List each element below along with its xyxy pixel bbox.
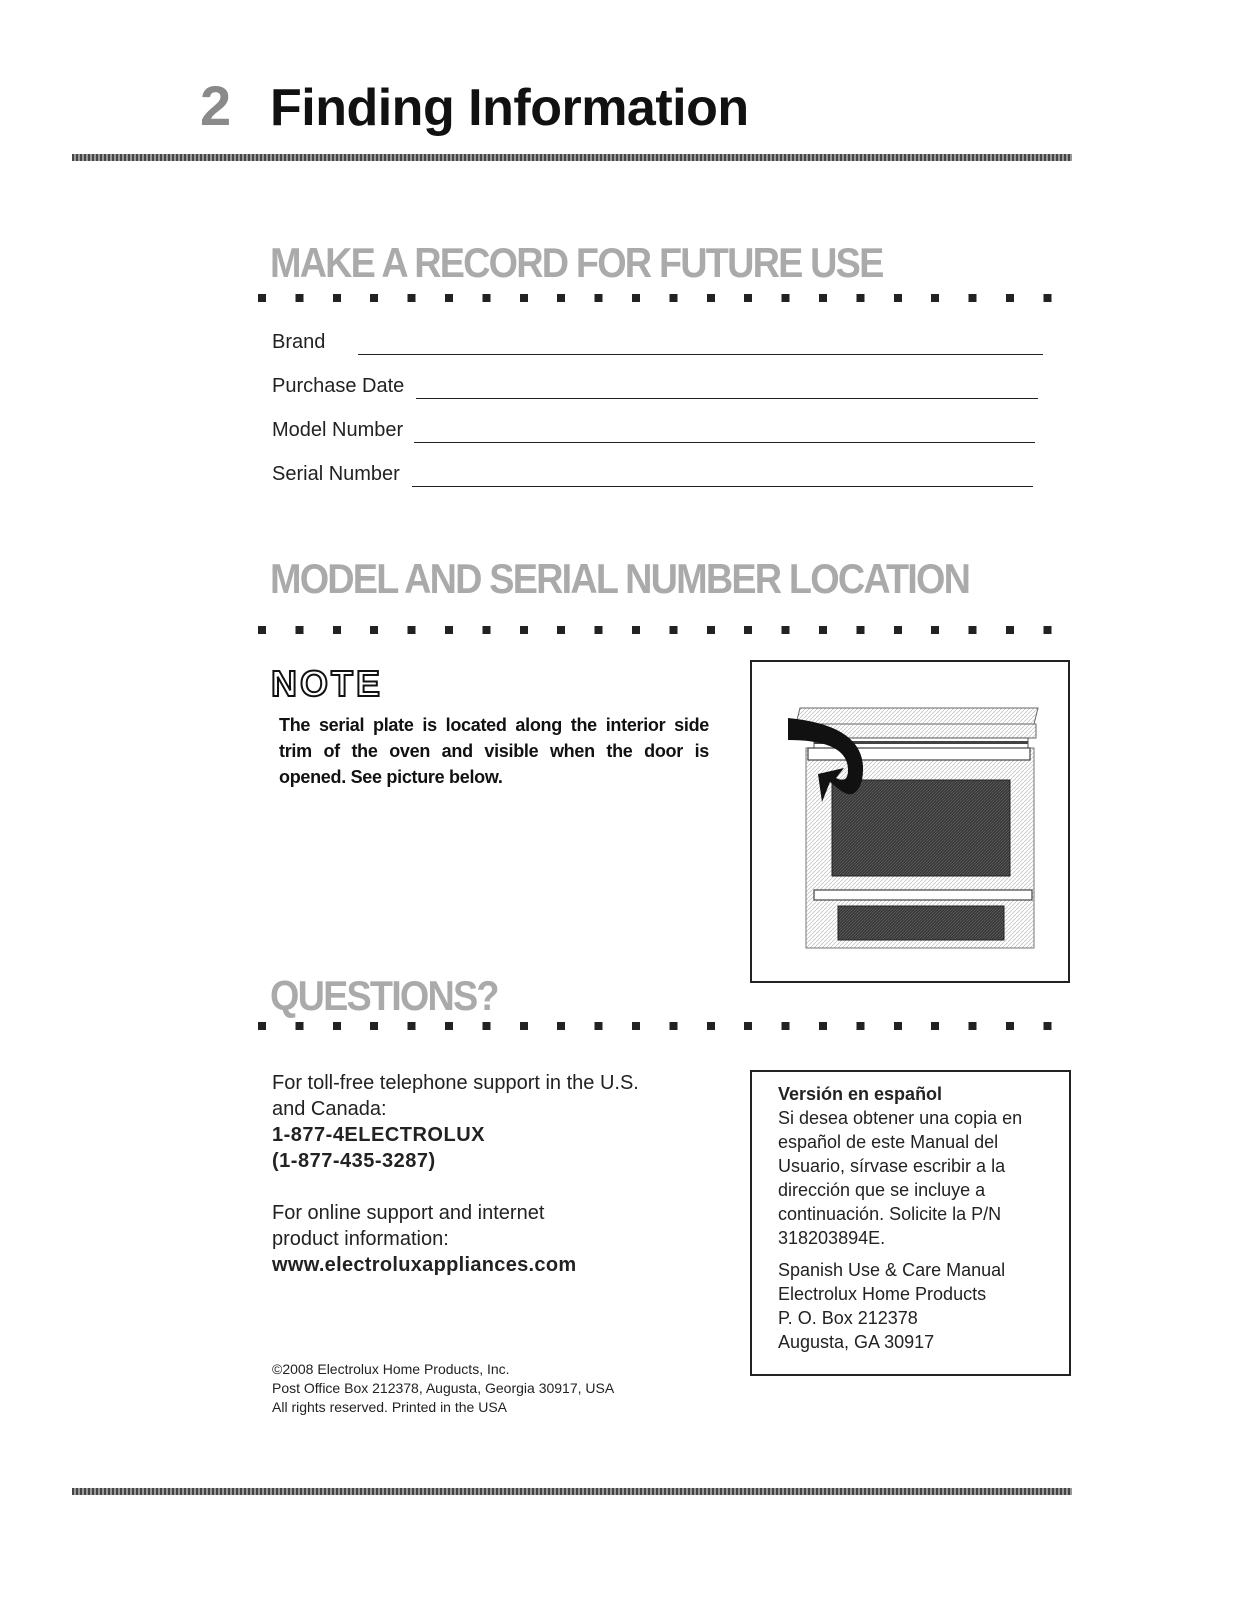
note-text: The serial plate is located along the interior side trim of the oven and visible when the door is opened. See picture below.	[279, 715, 709, 787]
footer-rule	[72, 1488, 1072, 1495]
copyright-line-2: Post Office Box 212378, Augusta, Georgia 30917, USA	[272, 1380, 615, 1396]
website-link[interactable]: www.electroluxappliances.com	[272, 1254, 577, 1276]
questions-dotted-divider	[258, 1022, 1073, 1030]
online-intro-line-2: product information:	[272, 1228, 449, 1250]
online-support-intro	[272, 1200, 576, 1278]
oven-illustration	[752, 662, 1068, 981]
model-number-field-label: Model Number	[272, 419, 404, 441]
copyright-line-3: All rights reserved. Printed in the USA	[272, 1399, 507, 1415]
model-number-field-line[interactable]	[414, 442, 1035, 443]
serial-number-field-label: Serial Number	[272, 463, 400, 485]
spanish-line: 318203894E.	[778, 1228, 886, 1248]
purchase-date-field-line[interactable]	[416, 398, 1038, 399]
copyright-line-1: ©2008 Electrolux Home Products, Inc.	[272, 1361, 510, 1377]
phone-numeric-number[interactable]: (1-877-435-3287)	[272, 1150, 436, 1172]
online-intro-line-1: For online support and internet	[272, 1202, 545, 1224]
spanish-line: español de este Manual del	[778, 1132, 999, 1152]
purchase-date-field-label: Purchase Date	[272, 375, 405, 397]
address-line: Spanish Use & Care Manual	[778, 1260, 1006, 1280]
address-line: P. O. Box 212378	[778, 1308, 918, 1328]
chapter-number: 2	[200, 74, 232, 137]
phone-intro-line-2: and Canada:	[272, 1098, 387, 1120]
header-rule	[72, 154, 1072, 161]
record-section-title: MAKE A RECORD FOR FUTURE USE	[270, 239, 883, 286]
questions-section-title: QUESTIONS?	[270, 972, 498, 1019]
phone-support-intro	[272, 1070, 639, 1174]
serial-number-field-line[interactable]	[412, 486, 1033, 487]
spanish-line: continuación. Solicite la P/N	[778, 1204, 1002, 1224]
brand-field-label: Brand	[272, 331, 326, 353]
location-section-title: MODEL AND SERIAL NUMBER LOCATION	[270, 555, 970, 602]
spanish-version-box	[750, 1070, 1071, 1376]
location-dotted-divider	[258, 626, 1073, 634]
copyright-block	[272, 1360, 614, 1417]
address-line: Electrolux Home Products	[778, 1284, 987, 1304]
phone-intro-line-1: For toll-free telephone support in the U.S.	[272, 1072, 639, 1094]
note-title: NOTE	[271, 663, 384, 704]
record-dotted-divider	[258, 294, 1073, 302]
oven-picture-box	[750, 660, 1070, 983]
address-line: Augusta, GA 30917	[778, 1332, 935, 1352]
spanish-box-title: Versión en español	[778, 1084, 943, 1104]
brand-field-line[interactable]	[358, 354, 1043, 355]
spanish-line: Si desea obtener una copia en	[778, 1108, 1023, 1128]
spanish-line: Usuario, sírvase escribir a la	[778, 1156, 1006, 1176]
spanish-line: dirección que se incluye a	[778, 1180, 986, 1200]
chapter-title: Finding Information	[270, 79, 749, 137]
phone-vanity-number[interactable]: 1-877-4ELECTROLUX	[272, 1124, 485, 1146]
